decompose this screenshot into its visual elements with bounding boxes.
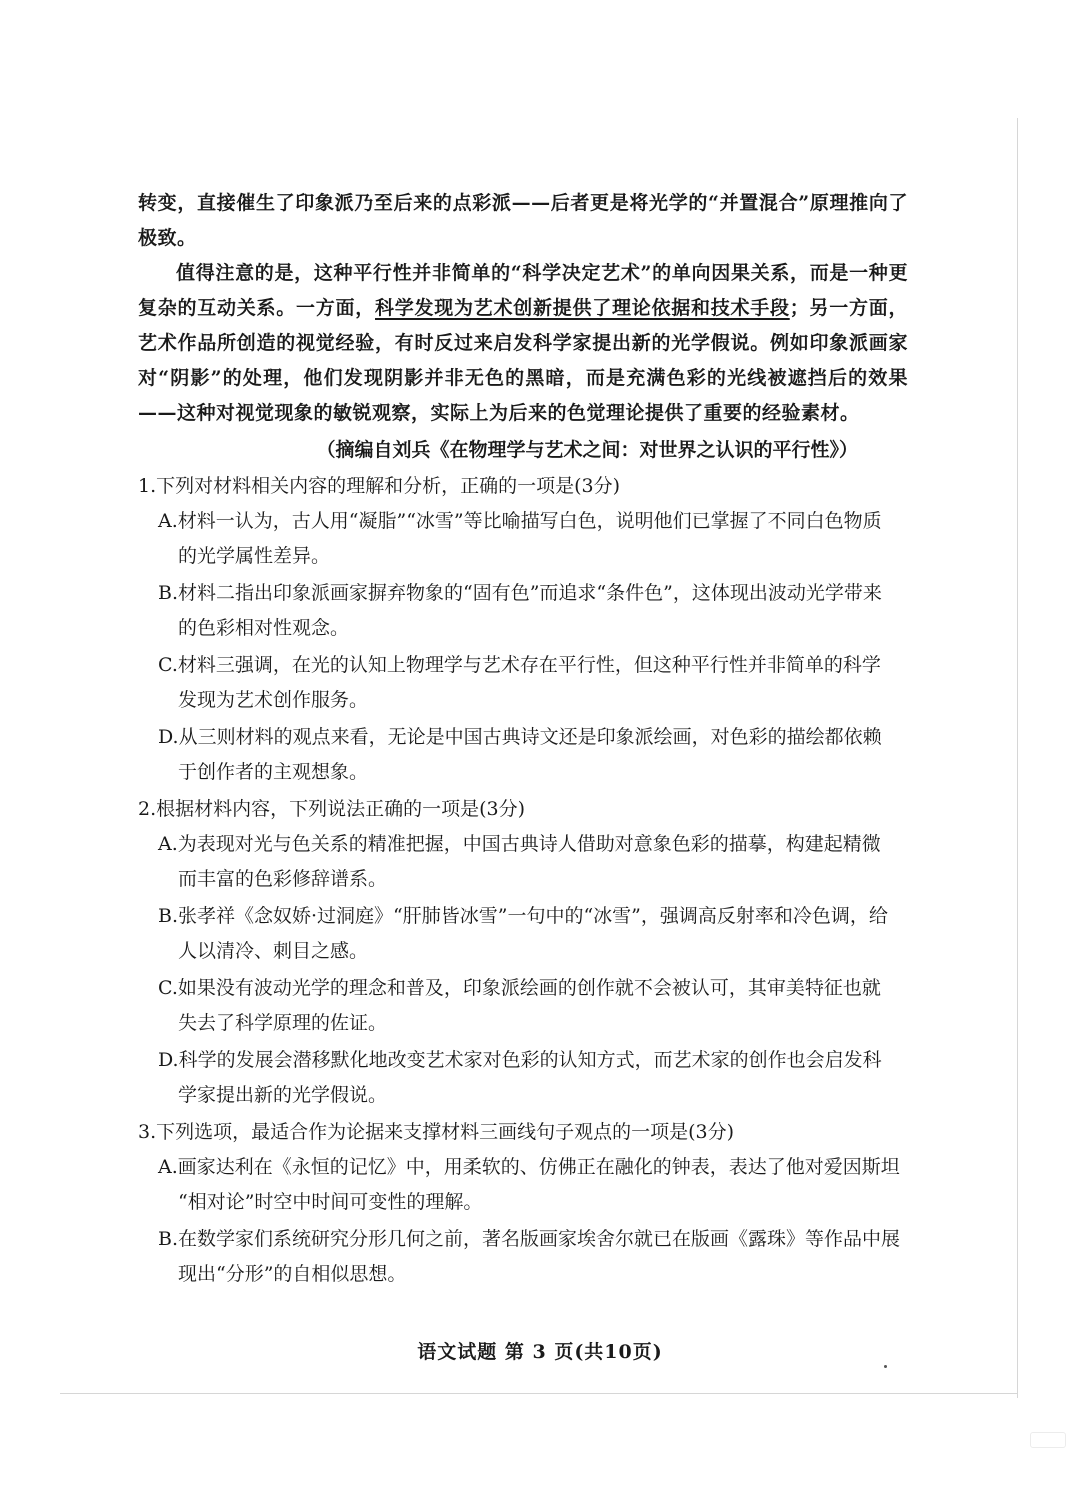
option-text: A.画家达利在《永恒的记忆》中，用柔软的、仿佛正在融化的钟表，表达了他对爱因斯坦 [158,1156,900,1178]
option-text-continued: 于创作者的主观想象。 [178,761,369,783]
question-stem: 3.下列选项，最适合作为论据来支撑材料三画线句子观点的一项是(3分) [138,1121,735,1143]
option-text: B.材料二指出印象派画家摒弃物象的“固有色”而追求“条件色”，这体现出波动光学带来 [158,582,882,604]
question-3 [138,1115,908,1292]
passage-text: 值得注意的是，这种平行性并非简单的“科学决定艺术”的单向因果关系，而是一种更复杂的互动关系。一方面， [138,262,908,319]
answer-option [158,720,908,790]
passage-text: ；另一方面，艺术作品所创造的视觉经验，有时反过来启发科学家提出新的光学假说。例如印象派画家对“阴影”的处理，他们发现阴影并非无色的黑暗，而是充满色彩的光线被遮挡后的效果——这种对视觉现象的敏锐观察，实际上为后来的色觉理论提供了重要的经验素材。 [138,297,908,424]
option-text-continued: 的色彩相对性观念。 [178,617,350,639]
question-1 [138,469,908,790]
answer-option [158,648,908,718]
exam-page-body [138,186,908,1294]
page-edge-bottom [60,1393,1018,1394]
reading-passage [138,186,908,468]
option-text: D.科学的发展会潜移默化地改变艺术家对色彩的认知方式，而艺术家的创作也会启发科 [158,1049,882,1071]
option-text: A.为表现对光与色关系的精准把握，中国古典诗人借助对意象色彩的描摹，构建起精微 [158,833,881,855]
option-text-continued: 人以清冷、刺目之感。 [178,940,369,962]
option-text-continued: 失去了科学原理的佐证。 [178,1012,388,1034]
option-text-continued: 现出“分形”的自相似思想。 [178,1263,407,1285]
option-text: C.材料三强调，在光的认知上物理学与艺术存在平行性，但这种平行性并非简单的科学 [158,654,881,676]
option-text-continued: 发现为艺术创作服务。 [178,689,369,711]
option-text-continued: 的光学属性差异。 [178,545,331,567]
option-text: A.材料一认为，古人用“凝脂”“冰雪”等比喻描写白色，说明他们已掌握了不同白色物质 [158,510,882,532]
option-text-continued: 学家提出新的光学假说。 [178,1084,388,1106]
option-text: B.张孝祥《念奴娇·过洞庭》“肝肺皆冰雪”一句中的“冰雪”，强调高反射率和冷色调，给 [158,905,888,927]
option-text: B.在数学家们系统研究分形几何之前，著名版画家埃舍尔就已在版画《露珠》等作品中展 [158,1228,901,1250]
option-text: C.如果没有波动光学的理念和普及，印象派绘画的创作就不会被认可，其审美特征也就 [158,977,881,999]
answer-option [158,1150,908,1220]
passage-source: （摘编自刘兵《在物理学与艺术之间：对世界之认识的平行性》） [316,439,858,461]
answer-option [158,971,908,1041]
option-text-continued: “相对论”时空中时间可变性的理解。 [178,1191,483,1213]
answer-option [158,1222,908,1292]
page-edge-right [1017,118,1018,1398]
question-2 [138,792,908,1113]
watermark-logo [1030,1432,1066,1448]
page-footer: 语文试题 第 3 页(共10页) [417,1341,663,1363]
passage-paragraph-2 [138,256,908,431]
underlined-sentence: 科学发现为艺术创新提供了理论依据和技术手段 [375,297,790,319]
answer-option [158,576,908,646]
answer-option [158,899,908,969]
passage-paragraph-1: 转变，直接催生了印象派乃至后来的点彩派——后者更是将光学的“并置混合”原理推向了极致。 [138,192,908,249]
question-stem: 2.根据材料内容，下列说法正确的一项是(3分) [138,798,526,820]
option-text: D.从三则材料的观点来看，无论是中国古典诗文还是印象派绘画，对色彩的描绘都依赖 [158,726,882,748]
question-stem: 1.下列对材料相关内容的理解和分析，正确的一项是(3分) [138,475,621,497]
option-text-continued: 而丰富的色彩修辞谱系。 [178,868,388,890]
answer-option [158,1043,908,1113]
scan-speck [884,1365,887,1368]
answer-option [158,504,908,574]
answer-option [158,827,908,897]
question-list [138,469,908,1292]
